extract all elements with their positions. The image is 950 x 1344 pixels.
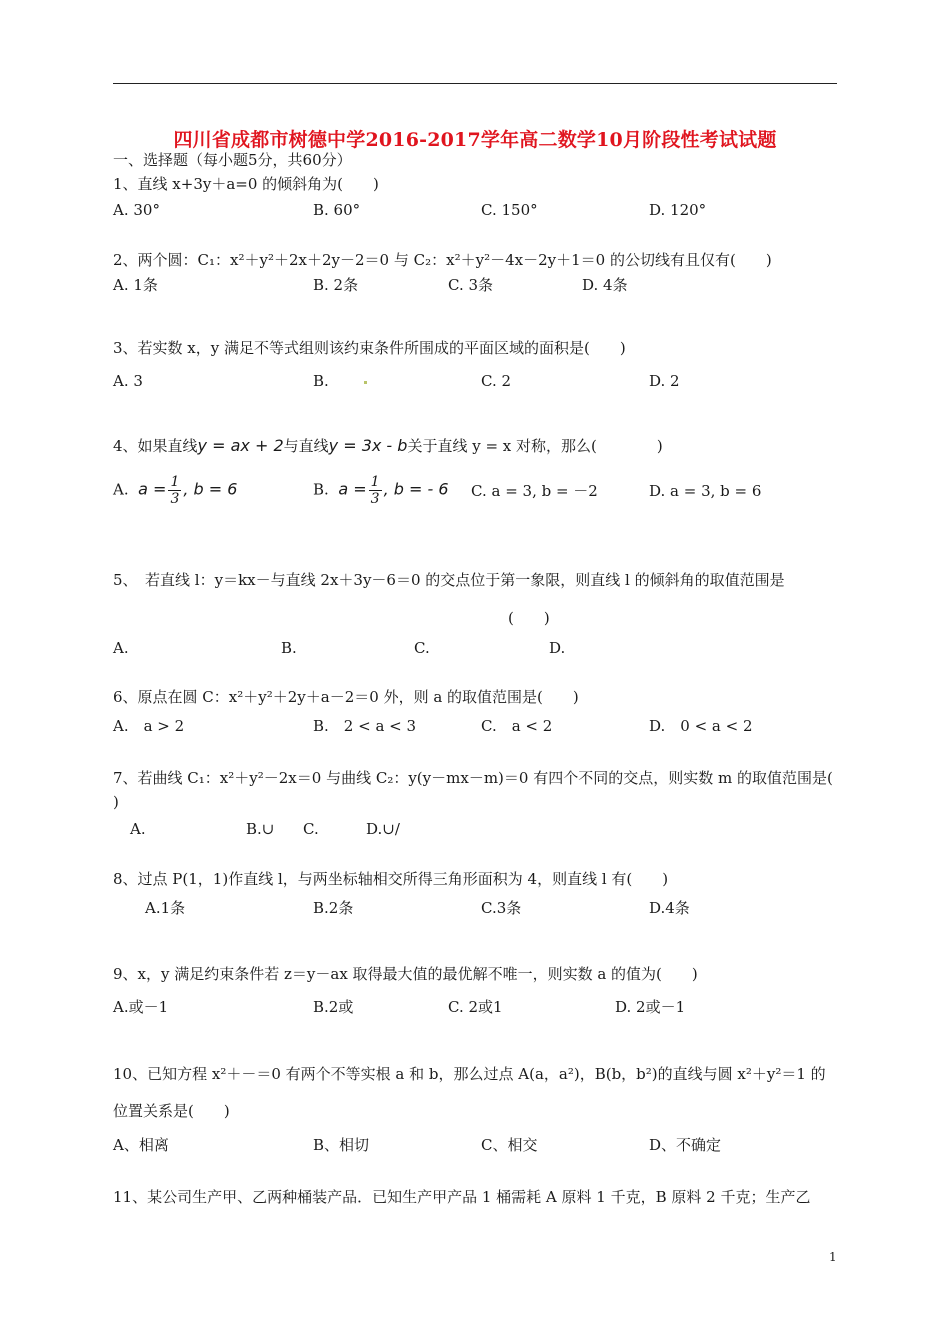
q4-equation-2: y = 3x - b <box>328 436 408 455</box>
q10-option-d: D、不确定 <box>649 1136 722 1154</box>
q7-stem-cont: ) <box>113 793 119 811</box>
q3-option-c: C. 2 <box>481 372 512 390</box>
q5-paren: ( ) <box>508 609 550 627</box>
q3-option-a: A. 3 <box>113 372 143 390</box>
q5-option-d: D. <box>549 639 566 657</box>
q4-stem: 4、如果直线y = ax + 2与直线y = 3x - b关于直线 y = x 对称，那么( ) <box>113 436 663 455</box>
q3-option-d: D. 2 <box>649 372 680 390</box>
header-rule <box>113 83 837 84</box>
page-title: 四川省成都市树德中学2016-2017学年高二数学10月阶段性考试试题 <box>173 129 777 151</box>
q6-stem: 6、原点在圆 C：x²＋y²＋2y＋a－2＝0 外，则 a 的取值范围是( ) <box>113 688 579 706</box>
q1-stem: 1、直线 x+3y＋a=0 的倾斜角为( ) <box>113 175 379 193</box>
q7-option-a: A. <box>130 820 146 838</box>
q7-option-d: D.∪/ <box>366 820 400 838</box>
q1-option-b: B. 60° <box>313 201 361 219</box>
q2-option-c: C. 3条 <box>448 276 494 294</box>
q1-option-a: A. 30° <box>113 201 160 219</box>
q1-option-d: D. 120° <box>649 201 707 219</box>
q5-stem: 5、 若直线 l：y＝kx－与直线 2x＋3y－6＝0 的交点位于第一象限，则直线 l 的倾斜角的取值范围是 <box>113 571 785 589</box>
q4-equation-1: y = ax + 2 <box>197 436 284 455</box>
q3-stem: 3、若实数 x，y 满足不等式组则该约束条件所围成的平面区域的面积是( ) <box>113 339 626 357</box>
q11-stem: 11、某公司生产甲、乙两种桶装产品．已知生产甲产品 1 桶需耗 A 原料 1 千克，B 原料 2 千克；生产乙 <box>113 1188 811 1206</box>
q8-option-b: B.2条 <box>313 899 354 917</box>
q9-option-d: D. 2或－1 <box>615 998 686 1016</box>
q3-option-b: B. <box>313 372 329 390</box>
q7-option-c: C. <box>303 820 319 838</box>
q8-stem: 8、过点 P(1，1)作直线 l，与两坐标轴相交所得三角形面积为 4，则直线 l 有( ) <box>113 870 669 888</box>
q7-stem: 7、若曲线 C₁：x²＋y²－2x＝0 与曲线 C₂：y(y－mx－m)＝0 有四个不同的交点，则实数 m 的取值范围是( <box>113 769 833 787</box>
q8-option-d: D.4条 <box>649 899 690 917</box>
q10-option-b: B、相切 <box>313 1136 370 1154</box>
q10-option-c: C、相交 <box>481 1136 538 1154</box>
q9-option-b: B.2或 <box>313 998 354 1016</box>
q9-option-a: A.或－1 <box>113 998 169 1016</box>
q6-option-c: C. a < 2 <box>481 717 553 735</box>
q4-option-a: A. a = $\frac{1}{3}$ , b = 6 <box>113 474 238 507</box>
section-heading: 一、选择题（每小题5分，共60分） <box>113 151 352 169</box>
q1-option-c: C. 150° <box>481 201 538 219</box>
q5-option-c: C. <box>414 639 430 657</box>
q6-option-b: B. 2 < a < 3 <box>313 717 417 735</box>
fraction: $\frac{1}{3}$ <box>370 474 380 507</box>
q2-stem: 2、两个圆：C₁：x²＋y²＋2x＋2y－2＝0 与 C₂：x²＋y²－4x－2y＋1＝0 的公切线有且仅有( ) <box>113 251 772 269</box>
q9-stem: 9、x，y 满足约束条件若 z＝y－ax 取得最大值的最优解不唯一，则实数 a 的值为( ) <box>113 965 698 983</box>
artifact-dot <box>364 381 367 384</box>
q2-option-b: B. 2条 <box>313 276 359 294</box>
q4-option-b: B. a = $\frac{1}{3}$ , b = - 6 <box>313 474 449 507</box>
q9-option-c: C. 2或1 <box>448 998 503 1016</box>
q8-option-c: C.3条 <box>481 899 522 917</box>
q6-option-a: A. a > 2 <box>113 717 185 735</box>
q4-option-c: C. a = 3, b = －2 <box>471 482 598 500</box>
q10-option-a: A、相离 <box>113 1136 169 1154</box>
q7-option-b: B.∪ <box>246 820 275 838</box>
q5-option-b: B. <box>281 639 297 657</box>
q8-option-a: A.1条 <box>145 899 186 917</box>
q10-stem: 10、已知方程 x²＋－＝0 有两个不等实根 a 和 b，那么过点 A(a，a²)，B(b，b²)的直线与圆 x²＋y²＝1 的 <box>113 1065 826 1083</box>
q6-option-d: D. 0 < a < 2 <box>649 717 753 735</box>
page-number: 1 <box>829 1250 837 1264</box>
fraction: $\frac{1}{3}$ <box>170 474 180 507</box>
q10-stem-cont: 位置关系是( ) <box>113 1102 230 1120</box>
q4-option-d: D. a = 3, b = 6 <box>649 482 762 500</box>
q2-option-a: A. 1条 <box>113 276 158 294</box>
q2-option-d: D. 4条 <box>582 276 628 294</box>
q5-option-a: A. <box>113 639 129 657</box>
